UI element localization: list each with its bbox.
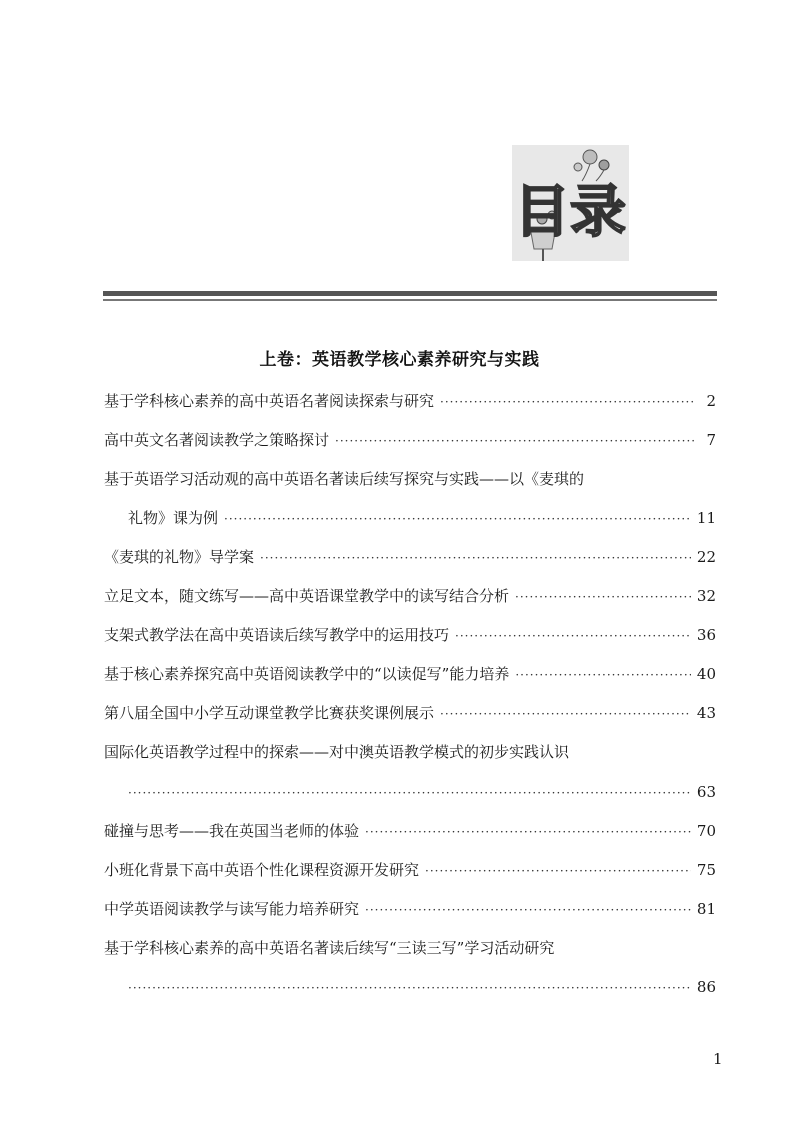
- toc-entry-page: 40: [696, 665, 716, 683]
- toc-logo: [512, 145, 629, 261]
- header-rule-thin: [103, 299, 717, 301]
- toc-entry[interactable]: [128, 507, 716, 529]
- leader-dots: [440, 391, 696, 413]
- toc-entry-title: 《麦琪的礼物》导学案: [104, 548, 255, 566]
- leader-dots: [425, 860, 691, 882]
- page-number: 1: [713, 1050, 723, 1068]
- leader-dots: [365, 899, 691, 921]
- toc-entry-page: 2: [706, 392, 716, 410]
- toc-entry-page: 32: [696, 587, 716, 605]
- toc-entry-page: 86: [696, 978, 716, 996]
- toc-entry[interactable]: [104, 663, 716, 685]
- toc-entry-title: 中学英语阅读教学与读写能力培养研究: [104, 900, 360, 918]
- toc-entry[interactable]: [128, 781, 716, 803]
- toc-entry-page: 22: [696, 548, 716, 566]
- toc-entry-title: 基于学科核心素养的高中英语名著阅读探索与研究: [104, 392, 435, 410]
- toc-entry-title-line1[interactable]: 基于英语学习活动观的高中英语名著读后续写探究与实践——以《麦琪的: [104, 470, 585, 488]
- leader-dots: [335, 430, 696, 452]
- toc-entry[interactable]: [104, 390, 716, 412]
- toc-entry-page: 11: [696, 509, 716, 527]
- toc-entry-title: 高中英文名著阅读教学之策略探讨: [104, 431, 330, 449]
- toc-entry-page: 43: [696, 704, 716, 722]
- svg-text:目录: 目录: [514, 180, 626, 245]
- toc-entry[interactable]: [104, 702, 716, 724]
- toc-entry[interactable]: [128, 976, 716, 998]
- toc-entry-title: 第八届全国中小学互动课堂教学比赛获奖课例展示: [104, 704, 435, 722]
- toc-entry-page: 81: [696, 900, 716, 918]
- leader-dots: [365, 821, 691, 843]
- toc-entry[interactable]: [104, 546, 716, 568]
- toc-entry-title: 基于核心素养探究高中英语阅读教学中的“以读促写”能力培养: [104, 665, 510, 683]
- toc-entry-title-line2: 礼物》课为例: [128, 509, 219, 527]
- toc-entry[interactable]: [104, 859, 716, 881]
- toc-entry-title: 碰撞与思考——我在英国当老师的体验: [104, 822, 360, 840]
- toc-entry[interactable]: [104, 585, 716, 607]
- toc-entry-page: 75: [696, 861, 716, 879]
- section-title: 上卷：英语教学核心素养研究与实践: [259, 350, 540, 370]
- leader-dots: [224, 508, 691, 530]
- toc-entry[interactable]: [104, 624, 716, 646]
- toc-entry-page: 63: [696, 783, 716, 801]
- toc-entry[interactable]: [104, 820, 716, 842]
- leader-dots: [440, 703, 691, 725]
- toc-entry-title: 小班化背景下高中英语个性化课程资源开发研究: [104, 861, 420, 879]
- leader-dots: [515, 664, 691, 686]
- toc-entry-title: 支架式教学法在高中英语读后续写教学中的运用技巧: [104, 626, 450, 644]
- flower-logo-icon: [512, 145, 629, 261]
- toc-entry[interactable]: [104, 429, 716, 451]
- toc-entry-title-line1[interactable]: 国际化英语教学过程中的探索——对中澳英语教学模式的初步实践认识: [104, 743, 570, 761]
- toc-entry-page: 70: [696, 822, 716, 840]
- toc-entry-title-line1[interactable]: 基于学科核心素养的高中英语名著读后续写“三读三写”学习活动研究: [104, 939, 555, 957]
- toc-entry-title: 立足文本，随文练写——高中英语课堂教学中的读写结合分析: [104, 587, 510, 605]
- leader-dots: [260, 547, 691, 569]
- leader-dots: [128, 977, 691, 999]
- toc-entry-page: 7: [706, 431, 716, 449]
- leader-dots: [455, 625, 691, 647]
- leader-dots: [515, 586, 691, 608]
- leader-dots: [128, 782, 691, 804]
- toc-entry-page: 36: [696, 626, 716, 644]
- header-rule-thick: [103, 291, 717, 296]
- toc-entry[interactable]: [104, 898, 716, 920]
